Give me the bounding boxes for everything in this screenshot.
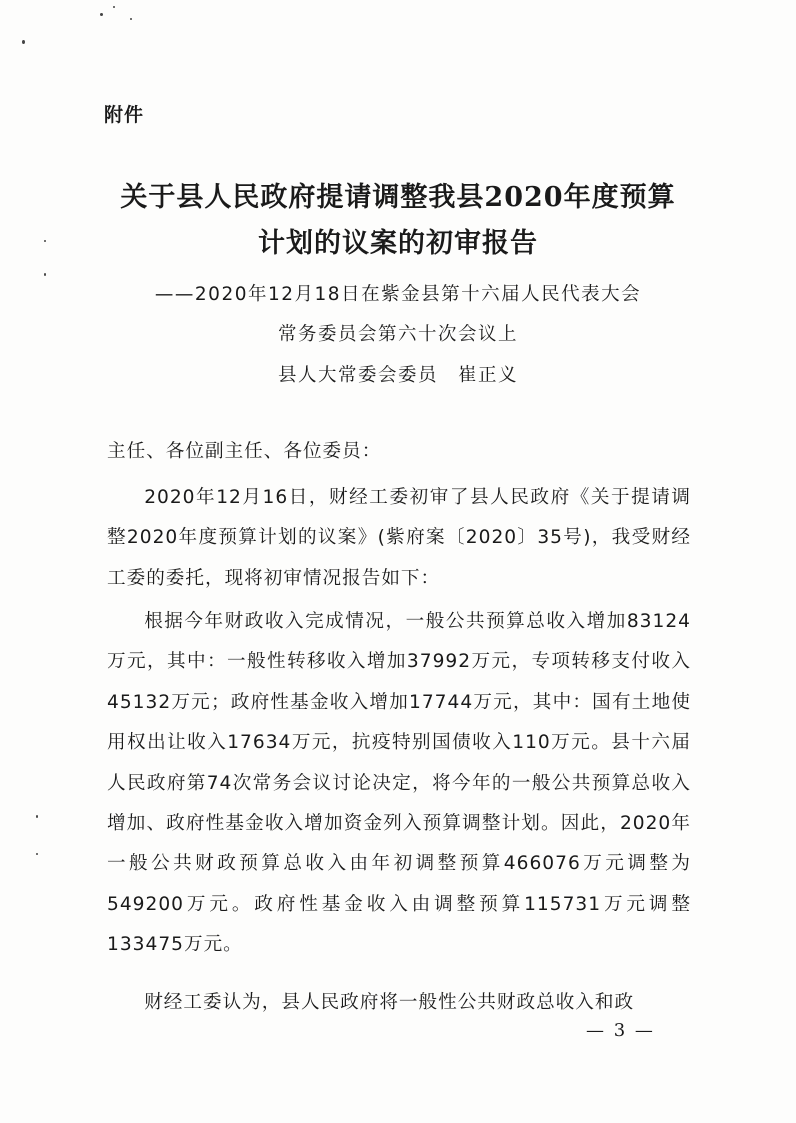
scan-speck — [22, 40, 25, 44]
scan-speck — [100, 13, 103, 16]
scan-speck — [44, 273, 46, 276]
scan-speck — [130, 18, 132, 20]
attachment-label: 附件 — [104, 104, 145, 126]
subtitle-line-2: 常务委员会第六十次会议上 — [277, 324, 518, 345]
paragraph-text: 财经工委认为，县人民政府将一般性公共财政总收入和政 — [144, 992, 635, 1013]
scan-speck — [36, 853, 38, 855]
salutation-text: 主任、各位副主任、各位委员： — [107, 441, 382, 462]
scan-speck — [113, 6, 115, 8]
paragraph-text: 2020年12月16日，财经工委初审了县人民政府《关于提请调整2020年度预算计划的议案》(紫府案〔2020〕35号)，我受财经工委的委托，现将初审情况报告如下： — [107, 487, 691, 589]
paragraph-text: 根据今年财政收入完成情况，一般公共预算总收入增加83124万元，其中：一般性转移收入增加37992万元，专项转移支付收入45132万元；政府性基金收入增加17744万元，其中：国有土地使用权出让收入17634万元，抗疫特别国债收入110万元。县十六届人民政府第74次常务会议讨论决定，将今年的一般公共预算总收入增加、政府性基金收入增加资金列入预算调整计划。因此，2020年一般公共财政预算总收入由年初调整预算466076万元调整为549200万元。政府性基金收入由调整预算115731万元调整133475万元。 — [107, 611, 691, 956]
scan-speck — [36, 815, 38, 818]
body-paragraph — [107, 602, 691, 966]
subtitle-speaker: 县人大常委会委员 崔正义 — [277, 365, 518, 386]
salutation — [107, 432, 691, 472]
body-paragraph — [107, 983, 691, 1023]
body-paragraph — [107, 478, 691, 599]
document-title-line-2: 计划的议案的初审报告 — [258, 228, 538, 259]
page-number: — 3 — — [586, 1020, 655, 1041]
subtitle-line-1: ——2020年12月18日在紫金县第十六届人民代表大会 — [154, 284, 642, 305]
scan-speck — [44, 240, 46, 242]
document-title-line-1: 关于县人民政府提请调整我县2020年度预算 — [120, 182, 676, 213]
